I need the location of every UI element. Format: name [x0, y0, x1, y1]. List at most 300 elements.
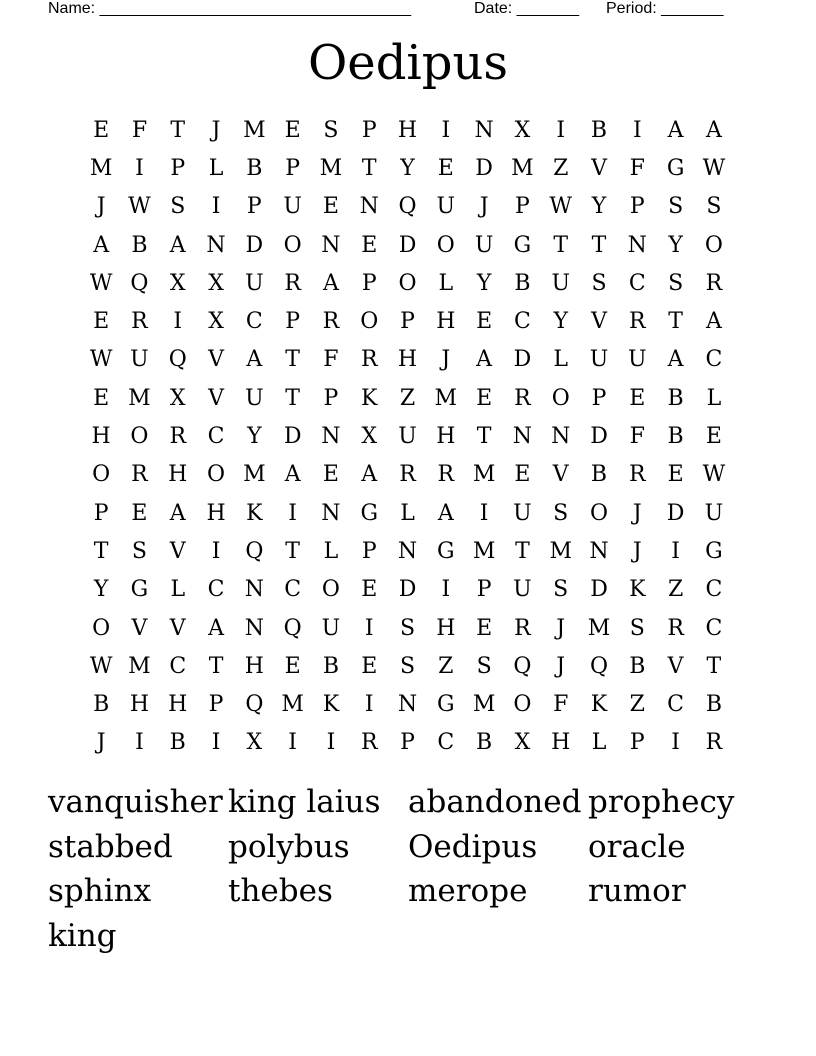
grid-letter: D	[283, 424, 302, 450]
grid-letter: D	[245, 232, 264, 258]
grid-letter: T	[706, 653, 722, 679]
grid-letter: R	[705, 270, 723, 296]
grid-letter: E	[361, 577, 378, 603]
grid-letter: C	[207, 424, 225, 450]
grid-letter: A	[284, 462, 301, 488]
grid-letter: H	[244, 653, 264, 679]
grid-letter: T	[476, 424, 492, 450]
letter-grid	[82, 111, 733, 762]
grid-letter: A	[667, 347, 684, 373]
grid-letter: V	[169, 538, 186, 564]
grid-letter: H	[551, 730, 571, 756]
grid-letter: H	[397, 347, 418, 373]
grid-letter: J	[632, 538, 642, 564]
grid-letter: S	[476, 653, 492, 679]
grid-letter: L	[438, 270, 454, 296]
word-bank-item: stabbed	[48, 828, 173, 865]
grid-letter: Z	[667, 577, 684, 603]
grid-letter: I	[288, 730, 297, 756]
grid-letter: E	[322, 462, 339, 488]
grid-letter: I	[556, 117, 566, 143]
grid-letter: O	[398, 270, 417, 296]
grid-letter: C	[437, 730, 455, 756]
grid-letter: B	[322, 653, 340, 679]
grid-letter: N	[512, 424, 533, 450]
grid-letter: A	[93, 232, 110, 258]
grid-letter: T	[170, 117, 186, 143]
grid-letter: U	[513, 500, 532, 526]
grid-letter: M	[587, 615, 611, 641]
grid-letter: R	[322, 309, 340, 335]
date-field: Date: _______	[474, 0, 579, 17]
grid-letter: E	[93, 309, 110, 335]
grid-letter: O	[589, 500, 609, 526]
grid-letter: P	[629, 730, 645, 756]
grid-letter: A	[667, 117, 684, 143]
grid-letter: E	[361, 653, 378, 679]
grid-letter: U	[245, 385, 264, 411]
grid-letter: R	[360, 730, 378, 756]
grid-letter: C	[705, 615, 723, 641]
grid-letter: Q	[513, 653, 532, 679]
grid-letter: Q	[130, 270, 149, 296]
grid-letter: P	[170, 155, 186, 181]
grid-letter: I	[135, 730, 144, 756]
word-bank-item: polybus	[228, 828, 350, 865]
grid-letter: F	[553, 692, 569, 718]
grid-letter: F	[629, 424, 645, 450]
grid-letter: W	[702, 462, 726, 488]
grid-letter: T	[208, 653, 224, 679]
grid-letter: O	[321, 577, 340, 603]
grid-letter: R	[437, 462, 455, 488]
grid-letter: I	[632, 117, 642, 143]
grid-letter: A	[169, 500, 186, 526]
grid-letter: U	[704, 500, 724, 526]
grid-letter: G	[437, 692, 455, 718]
grid-letter: A	[705, 117, 722, 143]
grid-letter: U	[513, 577, 532, 603]
grid-letter: P	[400, 309, 415, 335]
grid-letter: N	[206, 232, 226, 258]
grid-letter: M	[319, 155, 343, 181]
grid-letter: O	[92, 462, 111, 488]
grid-letter: P	[361, 270, 377, 296]
grid-letter: L	[706, 385, 722, 411]
grid-letter: O	[130, 424, 149, 450]
grid-letter: M	[128, 653, 151, 679]
grid-letter: V	[552, 462, 569, 488]
word-bank-item: thebes	[228, 873, 333, 909]
grid-letter: V	[667, 653, 684, 679]
grid-letter: J	[211, 117, 221, 143]
grid-letter: V	[208, 385, 224, 411]
grid-letter: P	[400, 730, 415, 756]
grid-letter: U	[130, 347, 149, 373]
grid-letter: G	[360, 500, 379, 526]
grid-letter: F	[629, 155, 645, 181]
grid-letter: P	[629, 194, 645, 220]
grid-letter: U	[589, 347, 609, 373]
grid-letter: V	[131, 615, 148, 641]
grid-letter: O	[207, 462, 226, 488]
grid-letter: Q	[589, 653, 609, 679]
grid-letter: U	[283, 194, 302, 220]
grid-letter: A	[476, 347, 493, 373]
grid-letter: P	[93, 500, 109, 526]
grid-letter: D	[513, 347, 532, 373]
grid-letter: C	[628, 270, 646, 296]
grid-letter: P	[361, 117, 377, 143]
grid-letter: Q	[398, 194, 417, 220]
grid-letter: P	[285, 309, 301, 335]
page-title: Oedipus	[307, 35, 509, 91]
grid-letter: I	[288, 500, 297, 526]
grid-letter: D	[666, 500, 685, 526]
grid-letter: K	[629, 577, 646, 603]
grid-letter: X	[246, 730, 263, 756]
grid-letter: U	[245, 270, 264, 296]
grid-letter: Q	[283, 615, 302, 641]
grid-letter: X	[514, 730, 531, 756]
grid-letter: D	[398, 232, 417, 258]
grid-letter: P	[361, 538, 377, 564]
grid-letter: V	[208, 347, 224, 373]
grid-letter: I	[135, 155, 144, 181]
grid-letter: H	[397, 117, 418, 143]
grid-letter: H	[129, 692, 150, 718]
word-bank-item: oracle	[588, 828, 686, 865]
grid-letter: X	[169, 385, 186, 411]
worksheet-header	[48, 0, 748, 20]
grid-letter: O	[436, 232, 455, 258]
grid-letter: O	[92, 615, 111, 641]
grid-letter: I	[441, 117, 451, 143]
grid-letter: S	[323, 117, 339, 143]
word-bank-item: Oedipus	[408, 828, 538, 865]
grid-letter: E	[284, 117, 301, 143]
grid-letter: M	[434, 385, 458, 411]
word-bank	[48, 781, 768, 959]
grid-letter: K	[590, 692, 608, 718]
grid-letter: H	[168, 692, 188, 718]
grid-letter: M	[243, 117, 266, 143]
grid-letter: T	[361, 155, 377, 181]
grid-letter: P	[246, 194, 262, 220]
grid-letter: N	[551, 424, 571, 450]
grid-letter: B	[93, 692, 110, 718]
grid-letter: R	[360, 347, 378, 373]
grid-letter: P	[591, 385, 607, 411]
grid-letter: T	[591, 232, 607, 258]
grid-letter: W	[89, 270, 113, 296]
grid-letter: R	[284, 270, 301, 296]
grid-letter: M	[243, 462, 266, 488]
grid-letter: N	[397, 692, 418, 718]
grid-letter: E	[284, 653, 301, 679]
grid-letter: B	[705, 692, 722, 718]
grid-letter: X	[208, 309, 224, 335]
grid-letter: W	[89, 653, 113, 679]
grid-letter: Y	[553, 309, 568, 335]
grid-letter: R	[131, 462, 148, 488]
grid-letter: A	[246, 347, 263, 373]
grid-letter: G	[437, 538, 455, 564]
grid-letter: T	[93, 538, 109, 564]
grid-letter: B	[590, 117, 608, 143]
grid-letter: U	[474, 232, 494, 258]
grid-letter: J	[556, 653, 566, 679]
grid-letter: B	[131, 232, 148, 258]
grid-letter: P	[208, 692, 224, 718]
word-bank-item: king laius	[228, 784, 381, 820]
grid-letter: P	[285, 155, 301, 181]
grid-letter: M	[472, 538, 496, 564]
grid-letter: D	[590, 577, 608, 603]
grid-letter: E	[131, 500, 148, 526]
grid-letter: B	[629, 653, 646, 679]
word-bank-item: merope	[408, 873, 528, 909]
grid-letter: Y	[93, 577, 109, 603]
grid-letter: R	[667, 615, 684, 641]
grid-letter: I	[211, 538, 221, 564]
grid-letter: R	[629, 309, 646, 335]
grid-letter: I	[671, 730, 680, 756]
grid-letter: I	[326, 730, 336, 756]
grid-letter: N	[321, 500, 341, 526]
grid-letter: S	[399, 615, 416, 641]
grid-letter: W	[128, 194, 151, 220]
grid-letter: T	[285, 347, 300, 373]
grid-letter: O	[360, 309, 379, 335]
grid-letter: G	[130, 577, 149, 603]
grid-letter: Z	[438, 653, 454, 679]
grid-letter: L	[323, 538, 339, 564]
grid-letter: I	[364, 615, 374, 641]
grid-letter: V	[591, 155, 607, 181]
grid-letter: H	[91, 424, 111, 450]
grid-letter: R	[705, 730, 723, 756]
grid-letter: O	[283, 232, 302, 258]
grid-letter: A	[705, 309, 722, 335]
grid-letter: D	[590, 424, 608, 450]
grid-letter: S	[553, 577, 569, 603]
grid-letter: C	[284, 577, 302, 603]
grid-letter: G	[705, 538, 723, 564]
grid-letter: I	[211, 730, 221, 756]
grid-letter: H	[436, 309, 456, 335]
grid-letter: G	[513, 232, 532, 258]
grid-letter: J	[479, 194, 489, 220]
grid-letter: T	[668, 309, 683, 335]
grid-letter: O	[513, 692, 532, 718]
grid-letter: R	[399, 462, 416, 488]
grid-letter: S	[706, 194, 722, 220]
grid-letter: E	[667, 462, 684, 488]
grid-letter: Z	[399, 385, 416, 411]
grid-letter: M	[472, 462, 496, 488]
grid-letter: E	[361, 232, 378, 258]
grid-letter: F	[131, 117, 148, 143]
grid-letter: X	[208, 270, 224, 296]
grid-letter: B	[667, 385, 684, 411]
grid-letter: P	[476, 577, 492, 603]
grid-letter: M	[89, 155, 113, 181]
grid-letter: M	[511, 155, 534, 181]
grid-letter: S	[553, 500, 569, 526]
grid-letter: C	[667, 692, 685, 718]
grid-letter: B	[590, 462, 608, 488]
grid-letter: E	[514, 462, 531, 488]
grid-letter: Y	[476, 270, 492, 296]
grid-letter: X	[169, 270, 186, 296]
grid-letter: K	[246, 500, 263, 526]
grid-letter: Q	[168, 347, 187, 373]
grid-letter: I	[671, 538, 680, 564]
grid-letter: Z	[629, 692, 645, 718]
grid-letter: D	[475, 155, 493, 181]
grid-letter: N	[244, 615, 264, 641]
grid-letter: L	[400, 500, 415, 526]
grid-letter: N	[359, 194, 379, 220]
grid-letter: E	[93, 117, 110, 143]
grid-letter: L	[591, 730, 607, 756]
grid-letter: T	[285, 385, 300, 411]
grid-letter: A	[361, 462, 378, 488]
grid-letter: N	[627, 232, 647, 258]
grid-letter: R	[629, 462, 646, 488]
grid-letter: B	[476, 730, 493, 756]
grid-letter: C	[245, 309, 263, 335]
grid-letter: G	[666, 155, 685, 181]
grid-letter: Q	[245, 538, 264, 564]
grid-letter: X	[514, 117, 531, 143]
grid-letter: E	[476, 309, 493, 335]
word-bank-item: king	[48, 917, 117, 954]
grid-letter: H	[206, 500, 226, 526]
grid-letter: C	[169, 653, 187, 679]
grid-letter: U	[628, 347, 647, 373]
grid-letter: I	[211, 194, 221, 220]
grid-letter: N	[321, 232, 341, 258]
grid-letter: W	[549, 194, 573, 220]
grid-letter: C	[705, 347, 723, 373]
grid-letter: E	[93, 385, 110, 411]
grid-letter: Q	[245, 692, 264, 718]
period-field: Period: _______	[606, 0, 724, 17]
grid-letter: Z	[553, 155, 569, 181]
grid-letter: C	[513, 309, 531, 335]
grid-letter: H	[436, 615, 456, 641]
grid-letter: O	[551, 385, 570, 411]
word-bank-item: vanquisher	[48, 784, 223, 820]
grid-letter: J	[632, 500, 642, 526]
grid-letter: N	[589, 538, 609, 564]
grid-letter: J	[96, 730, 106, 756]
grid-letter: K	[322, 692, 340, 718]
grid-letter: T	[515, 538, 530, 564]
grid-letter: H	[436, 424, 456, 450]
grid-letter: M	[549, 538, 572, 564]
grid-letter: U	[321, 615, 341, 641]
grid-letter: L	[170, 577, 186, 603]
grid-letter: M	[128, 385, 151, 411]
word-bank-item: sphinx	[48, 873, 152, 909]
grid-letter: V	[591, 309, 607, 335]
word-bank-item: abandoned	[408, 784, 582, 820]
grid-letter: E	[476, 615, 493, 641]
grid-letter: N	[244, 577, 264, 603]
grid-letter: Y	[247, 424, 262, 450]
grid-letter: I	[173, 309, 183, 335]
grid-letter: U	[551, 270, 570, 296]
grid-letter: A	[322, 270, 339, 296]
grid-letter: D	[398, 577, 417, 603]
grid-letter: A	[169, 232, 186, 258]
grid-letter: W	[702, 155, 726, 181]
grid-letter: I	[364, 692, 374, 718]
grid-letter: O	[704, 232, 723, 258]
grid-letter: R	[514, 615, 531, 641]
grid-letter: N	[321, 424, 341, 450]
grid-letter: B	[667, 424, 684, 450]
grid-letter: L	[208, 155, 224, 181]
word-bank-item: prophecy	[588, 784, 735, 820]
grid-letter: C	[207, 577, 225, 603]
grid-letter: K	[361, 385, 378, 411]
grid-letter: Y	[591, 194, 607, 220]
grid-letter: C	[705, 577, 723, 603]
grid-letter: B	[169, 730, 186, 756]
grid-letter: E	[476, 385, 493, 411]
grid-letter: R	[169, 424, 187, 450]
grid-letter: L	[553, 347, 569, 373]
grid-letter: W	[89, 347, 113, 373]
grid-letter: I	[479, 500, 489, 526]
grid-letter: Y	[668, 232, 683, 258]
grid-letter: S	[131, 538, 147, 564]
grid-letter: M	[281, 692, 304, 718]
grid-letter: P	[323, 385, 339, 411]
grid-letter: S	[668, 194, 684, 220]
grid-letter: I	[441, 577, 451, 603]
grid-letter: E	[437, 155, 454, 181]
word-bank-item: rumor	[588, 873, 686, 909]
grid-letter: E	[629, 385, 646, 411]
grid-letter: F	[323, 347, 339, 373]
grid-letter: S	[629, 615, 645, 641]
grid-letter: T	[553, 232, 569, 258]
grid-letter: X	[361, 424, 378, 450]
grid-letter: M	[472, 692, 496, 718]
name-field: Name: ___________________________________	[48, 0, 412, 17]
grid-letter: P	[515, 194, 530, 220]
grid-letter: S	[591, 270, 607, 296]
grid-letter: B	[514, 270, 531, 296]
grid-letter: J	[556, 615, 566, 641]
grid-letter: U	[398, 424, 417, 450]
grid-letter: S	[399, 653, 416, 679]
grid-letter: J	[96, 194, 106, 220]
grid-letter: Y	[400, 155, 415, 181]
grid-letter: B	[246, 155, 263, 181]
grid-letter: A	[208, 615, 224, 641]
grid-letter: U	[436, 194, 456, 220]
grid-letter: T	[285, 538, 300, 564]
grid-letter: H	[168, 462, 188, 488]
grid-letter: N	[397, 538, 418, 564]
grid-letter: N	[474, 117, 494, 143]
